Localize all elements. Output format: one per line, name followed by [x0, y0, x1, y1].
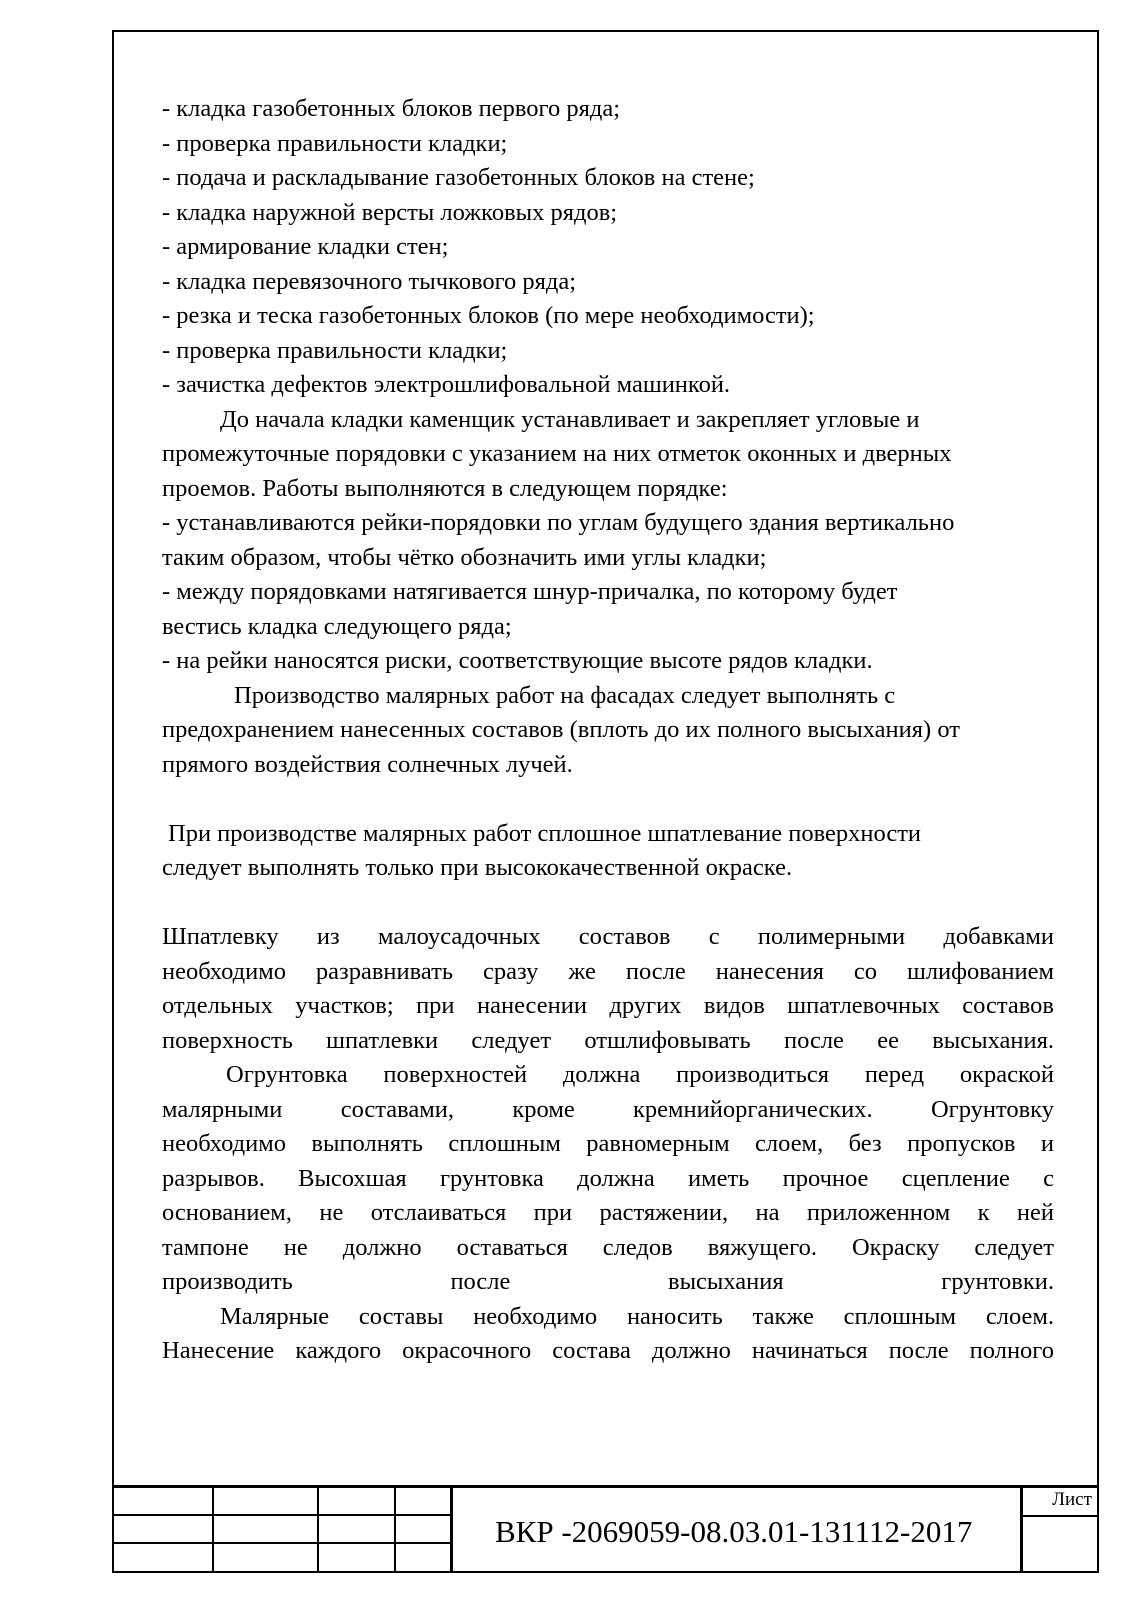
text-line: промежуточные порядовки с указанием на них отметок оконных и дверных	[162, 440, 952, 467]
text-line: Огрунтовка поверхностей должна производиться перед окраской	[226, 1061, 1054, 1088]
text-line: производить после высыхания грунтовки.	[162, 1268, 1054, 1295]
text-line: - на рейки наносятся риски, соответствующие высоте рядов кладки.	[162, 647, 873, 674]
text-line: Малярные составы необходимо наносить также сплошным слоем.	[220, 1302, 1054, 1330]
text-line: Шпатлевку из малоусадочных составов с полимерными добавками	[162, 923, 1054, 950]
document-code: ВКР -2069059-08.03.01-131112-2017	[495, 1514, 973, 1549]
text-line: малярными составами, кроме кремнийорганических. Огрунтовку	[162, 1095, 1054, 1123]
blank-line	[162, 886, 1054, 921]
text-line: - кладка перевязочного тычкового ряда;	[162, 267, 577, 295]
text-line: При производстве малярных работ сплошное шпатлевание поверхности	[168, 819, 922, 847]
text-line: необходимо выполнять сплошным равномерным слоем, без пропусков и	[162, 1130, 1054, 1157]
text-line: отдельных участков; при нанесении других видов шпатлевочных составов	[162, 992, 1054, 1019]
text-line: - подача и раскладывание газобетонных блоков на стене;	[162, 164, 755, 191]
text-line: До начала кладки каменщик устанавливает и закрепляет угловые и	[220, 405, 920, 433]
text-line: - резка и теска газобетонных блоков (по мере необходимости);	[162, 302, 815, 329]
text-line: Нанесение каждого окрасочного состава должно начинаться после полного	[162, 1337, 1054, 1364]
text-line: Производство малярных работ на фасадах следует выполнять с	[234, 681, 896, 709]
text-line: основанием, не отслаиваться при растяжении, на приложенном к ней	[162, 1199, 1054, 1226]
text-line: таким образом, чтобы чётко обозначить ими углы кладки;	[162, 543, 767, 571]
text-line: - устанавливаются рейки-порядовки по углам будущего здания вертикально	[162, 509, 955, 536]
text-line: - кладка наружной версты ложковых рядов;	[162, 198, 618, 226]
text-line: следует выполнять только при высококачественной окраске.	[162, 854, 793, 881]
document-body	[162, 92, 1054, 1369]
text-line: прямого воздействия солнечных лучей.	[162, 750, 573, 778]
text-line: проемов. Работы выполняются в следующем порядке:	[162, 474, 728, 502]
text-line: предохранением нанесенных составов (вплоть до их полного высыхания) от	[162, 716, 960, 743]
text-line: - зачистка дефектов электрошлифовальной машинкой.	[162, 371, 731, 398]
text-line: вестись кладка следующего ряда;	[162, 612, 512, 640]
text-line: поверхность шпатлевки следует отшлифовывать после ее высыхания.	[162, 1026, 1054, 1054]
text-line: необходимо разравнивать сразу же после нанесения со шлифованием	[162, 957, 1054, 985]
text-line: - армирование кладки стен;	[162, 233, 449, 260]
text-line: разрывов. Высохшая грунтовка должна иметь прочное сцепление с	[162, 1164, 1054, 1192]
text-line: - проверка правильности кладки;	[162, 129, 508, 157]
blank-line	[162, 782, 1054, 817]
text-line: тампоне не должно оставаться следов вяжущего. Окраску следует	[162, 1233, 1054, 1261]
sheet-label: Лист	[1052, 1489, 1092, 1510]
text-line: - между порядовками натягивается шнур-причалка, по которому будет	[162, 578, 898, 605]
text-line: - проверка правильности кладки;	[162, 336, 508, 364]
text-line: - кладка газобетонных блоков первого ряда;	[162, 95, 620, 122]
